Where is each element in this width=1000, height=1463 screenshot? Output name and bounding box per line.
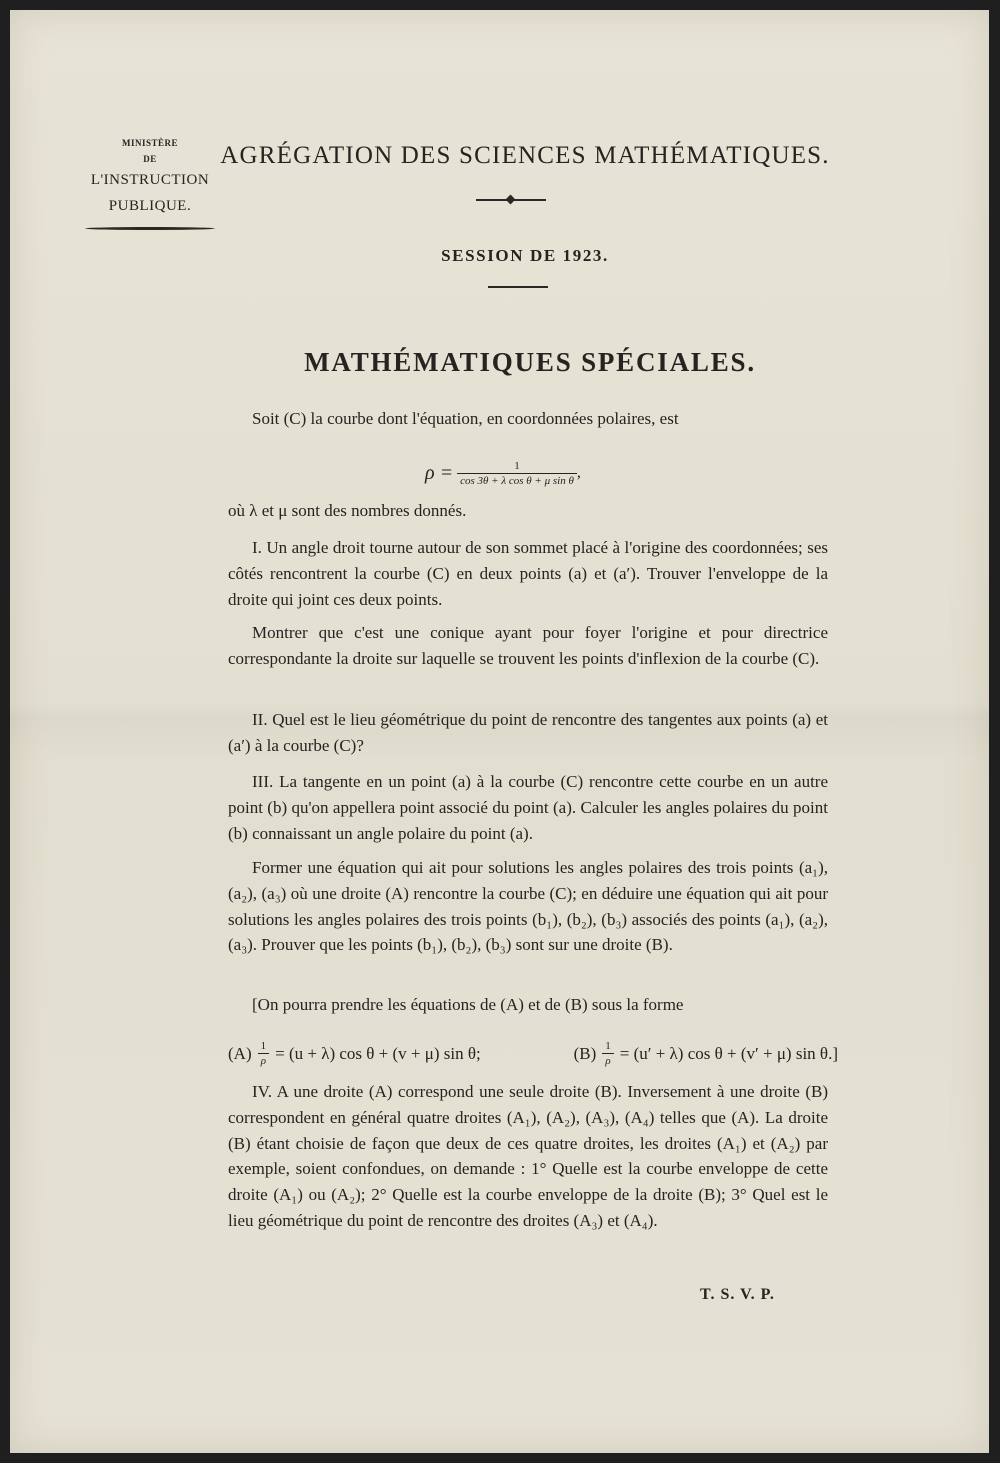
formula-rho-lhs: ρ = — [425, 461, 454, 484]
formula-ab — [228, 1040, 838, 1067]
ministry-line3: L'INSTRUCTION — [90, 172, 210, 188]
part3-text: III. La tangente en un point (a) à la courbe (C) rencontre cette courbe en un autre point (b) qu'on appellera point associé du point (a). Calculer les angles polaires du point (b) connaissant un angle polaire du point (a). — [228, 772, 828, 843]
formula-rho-denominator: cos 3θ + λ cos θ + μ sin θ — [457, 473, 577, 487]
formula-rho-fraction — [457, 460, 577, 487]
part2-text: II. Quel est le lieu géométrique du point de rencontre des tangentes aux points (a) et (a′) à la courbe (C)? — [228, 710, 828, 755]
exam-sheet — [10, 10, 989, 1453]
formula-b-rhs: = (u′ + λ) cos θ + (v′ + μ) sin θ.] — [619, 1043, 838, 1063]
formula-rho-trail: , — [576, 464, 581, 481]
formula-a-den: ρ — [258, 1053, 269, 1067]
part3c-text: [On pourra prendre les équations de (A) et de (B) sous la forme — [252, 995, 684, 1014]
formula-a-rhs: = (u + λ) cos θ + (v + μ) sin θ; — [275, 1043, 481, 1063]
formula-b-den: ρ — [602, 1053, 613, 1067]
formula-b-label: (B) — [573, 1043, 597, 1063]
subject-title: MATHÉMATIQUES SPÉCIALES. — [304, 347, 756, 377]
part4-text: IV. A une droite (A) correspond une seule droite (B). Inversement à une droite (B) correspondent en général quatre droites (A₁), (A₂), (A₃), (A₄) telles que (A). La droite (B) étant choisie de façon que deux de ces quatre droites, les droites (A₁) et (A₂) par exemple, soient confondues, on demande : 1° Quelle est la courbe enveloppe de cette droite (A₁) ou (A₂); 2° Quelle est la courbe enveloppe de la droite (B); 3° Quel est le lieu géométrique du point de rencontre des droites (A₃) et (A₄). — [228, 1082, 828, 1230]
formula-rho-numerator: 1 — [514, 459, 520, 472]
footer-tsvp: T. S. V. P. — [700, 1286, 775, 1303]
ministry-line4: PUBLIQUE. — [108, 198, 192, 214]
ministry-line2: DE — [143, 154, 157, 164]
intro-after-text: où λ et μ sont des nombres donnés. — [228, 501, 467, 520]
formula-b-num: 1 — [605, 1040, 611, 1052]
ornament-divider — [476, 199, 546, 201]
short-divider — [488, 286, 548, 288]
exam-title: AGRÉGATION DES SCIENCES MATHÉMATIQUES. — [220, 142, 830, 169]
ministry-rule — [85, 227, 215, 230]
part1b-text: Montrer que c'est une conique ayant pour foyer l'origine et pour directrice correspondante la droite sur laquelle se trouvent les points d'inflexion de la courbe (C). — [228, 623, 828, 668]
formula-b — [574, 1040, 838, 1067]
part3b-text: Former une équation qui ait pour solutions les angles polaires des trois points (a₁), (a₂), (a₃) où une droite (A) rencontre la courbe (C); en déduire une équation qui ait pour solutions les angles polaires des trois points (b₁), (b₂), (b₃) associés des points (a₁), (a₂), (a₃). Prouver que les points (b₁), (b₂), (b₃) sont sur une droite (B). — [228, 858, 828, 955]
session-title: SESSION DE 1923. — [441, 246, 609, 265]
formula-a — [228, 1040, 481, 1067]
part1-text: I. Un angle droit tourne autour de son sommet placé à l'origine des coordonnées; ses côtés rencontrent la courbe (C) en deux points (a) et (a′). Trouver l'enveloppe de la droite qui joint ces deux points. — [228, 538, 828, 609]
formula-a-num: 1 — [260, 1040, 267, 1052]
formula-a-fraction — [258, 1040, 270, 1067]
ministry-line1: MINISTÈRE — [121, 138, 178, 148]
intro-text: Soit (C) la courbe dont l'équation, en coordonnées polaires, est — [252, 409, 679, 428]
formula-b-fraction — [602, 1040, 614, 1067]
formula-a-label: (A) — [228, 1043, 252, 1063]
formula-rho — [425, 455, 581, 491]
ministry-block — [80, 135, 220, 230]
